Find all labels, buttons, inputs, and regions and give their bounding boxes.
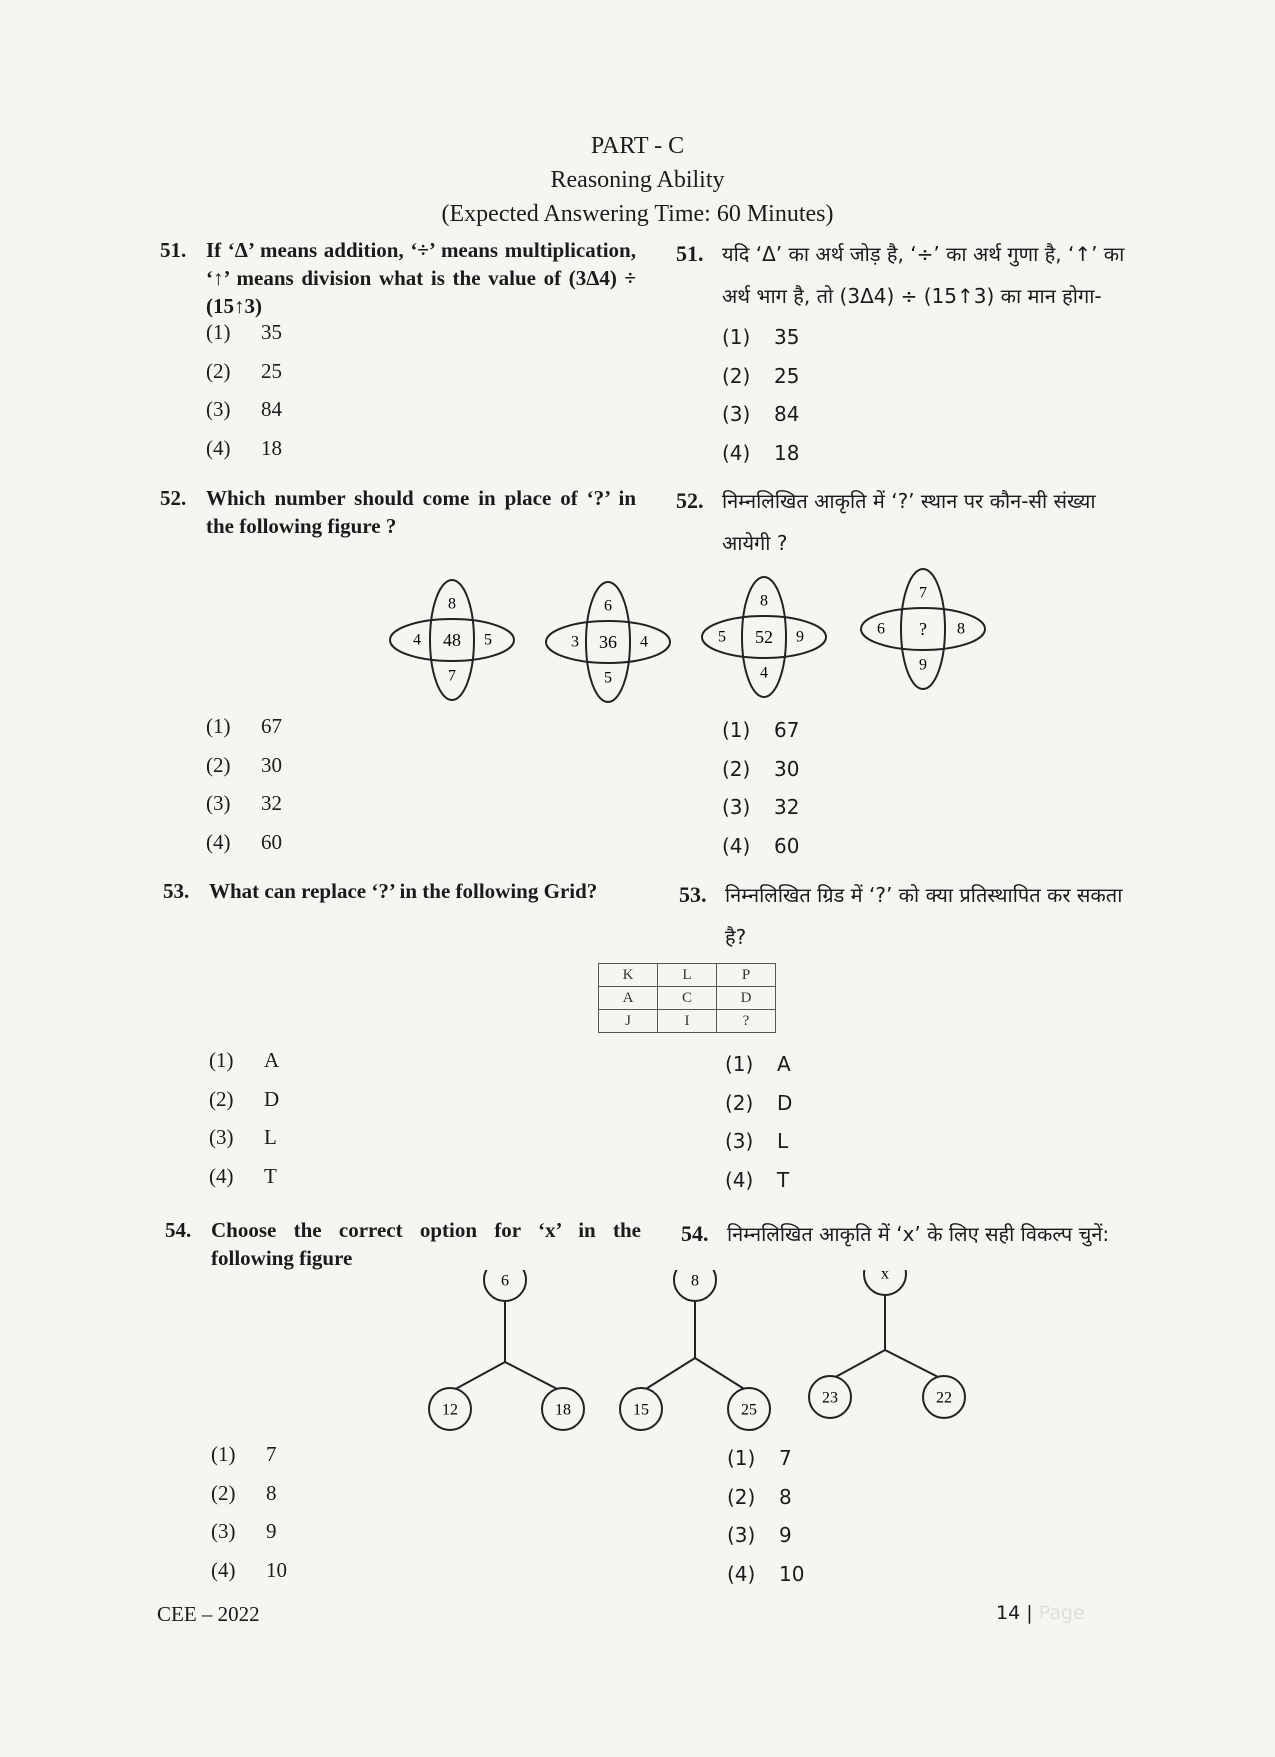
option-1[interactable]: (1) 7 xyxy=(727,1446,792,1470)
grid-cell: J xyxy=(599,1010,658,1033)
question-number: 54. xyxy=(165,1218,192,1242)
question-number: 51. xyxy=(160,238,187,262)
option-4[interactable]: (4) 10 xyxy=(727,1561,805,1586)
question-52-options-en xyxy=(206,714,282,869)
option-2[interactable]: (2) 30 xyxy=(206,752,282,777)
bottom-number: 4 xyxy=(760,664,768,682)
left-number: 5 xyxy=(718,628,726,646)
option-3[interactable]: (3) 9 xyxy=(211,1519,277,1544)
grid-cell: P xyxy=(717,964,776,987)
right-number: 22 xyxy=(936,1389,952,1407)
question-text: निम्नलिखित आकृति में ‘?’ स्थान पर कौन-सी संख्या आयेगी ? xyxy=(722,489,1096,555)
right-number: 18 xyxy=(555,1401,571,1419)
question-text: निम्नलिखित आकृति में ‘x’ के लिए सही विकल्प चुनें: xyxy=(727,1222,1110,1246)
question-54-options-hi xyxy=(727,1446,804,1600)
grid-row xyxy=(599,987,776,1010)
top-number: 6 xyxy=(604,597,612,615)
option-1[interactable]: (1) 7 xyxy=(211,1442,277,1466)
option-2[interactable]: (2) D xyxy=(725,1090,793,1115)
center-number: 36 xyxy=(599,632,617,652)
option-1[interactable]: (1) A xyxy=(209,1048,280,1072)
figure-54-tree-2 xyxy=(620,1270,770,1430)
question-52-en xyxy=(160,484,636,540)
grid-row xyxy=(599,1010,776,1033)
part-title: PART - C xyxy=(590,133,685,159)
page-separator: | xyxy=(1026,1602,1033,1624)
option-3[interactable]: (3) L xyxy=(725,1129,789,1153)
expected-time: (Expected Answering Time: 60 Minutes) xyxy=(441,201,834,227)
option-3[interactable]: (3) 32 xyxy=(206,791,282,816)
option-3[interactable]: (3) 84 xyxy=(722,402,800,426)
option-4[interactable]: (4) 60 xyxy=(206,830,282,855)
right-number: 8 xyxy=(957,620,965,638)
grid-cell: A xyxy=(599,987,658,1010)
section-title: Reasoning Ability xyxy=(550,167,725,193)
question-number: 52. xyxy=(160,486,187,510)
left-number: 4 xyxy=(413,631,421,649)
question-53-options-en xyxy=(209,1048,279,1203)
grid-cell: I xyxy=(658,1010,717,1033)
question-54-en xyxy=(165,1216,641,1272)
option-4[interactable]: (4) T xyxy=(209,1164,277,1189)
option-4[interactable]: (4) 18 xyxy=(722,440,800,465)
figure-54-tree-3 xyxy=(809,1270,965,1418)
grid-cell: K xyxy=(599,964,658,987)
option-1[interactable]: (1) 67 xyxy=(722,718,800,742)
top-number: 8 xyxy=(760,592,768,610)
left-number: 3 xyxy=(571,633,579,651)
figure-52-unit-2 xyxy=(546,582,670,702)
question-number: 53. xyxy=(679,882,707,907)
question-text: यदि ‘Δ’ का अर्थ जोड़ है, ‘÷’ का अर्थ गुणा है, ‘↑’ का अर्थ भाग है, तो (3Δ4) ÷ (15↑3) का मान होगा- xyxy=(722,242,1125,308)
question-52-options-hi xyxy=(722,718,799,872)
left-number: 23 xyxy=(822,1389,838,1407)
right-number: 9 xyxy=(796,628,804,646)
bottom-number: 7 xyxy=(448,667,456,685)
top-number: 8 xyxy=(448,595,456,613)
grid-cell: C xyxy=(658,987,717,1010)
left-number: 6 xyxy=(877,620,885,638)
right-number: 25 xyxy=(741,1401,757,1419)
option-4[interactable]: (4) 10 xyxy=(211,1558,287,1583)
question-51-options-hi xyxy=(722,325,799,479)
option-2[interactable]: (2) 25 xyxy=(722,363,800,388)
question-53-options-hi xyxy=(725,1052,792,1206)
top-number: 7 xyxy=(919,584,927,602)
option-2[interactable]: (2) 8 xyxy=(727,1484,792,1509)
option-4[interactable]: (4) 18 xyxy=(206,436,282,461)
question-51-en xyxy=(160,236,636,320)
bottom-number: 5 xyxy=(604,669,612,687)
figure-52-unit-3 xyxy=(702,577,826,697)
page-word: Page xyxy=(1038,1602,1085,1624)
option-1[interactable]: (1) 35 xyxy=(722,325,800,349)
center-number: ? xyxy=(919,619,927,639)
question-text: Which number should come in place of ‘?’ in the following figure ? xyxy=(206,486,636,538)
center-number: 48 xyxy=(443,630,461,650)
figure-52-unit-1 xyxy=(390,580,514,700)
option-1[interactable]: (1) 35 xyxy=(206,320,282,344)
option-1[interactable]: (1) 67 xyxy=(206,714,282,738)
right-number: 4 xyxy=(640,633,648,651)
option-3[interactable]: (3) 9 xyxy=(727,1523,792,1547)
option-2[interactable]: (2) 30 xyxy=(722,756,800,781)
center-number: 52 xyxy=(755,627,773,647)
option-1[interactable]: (1) A xyxy=(725,1052,791,1076)
left-number: 12 xyxy=(442,1401,458,1419)
option-3[interactable]: (3) L xyxy=(209,1125,277,1150)
figure-52-cross-ellipses xyxy=(380,565,1000,715)
figure-52-unit-4 xyxy=(861,569,985,689)
question-51-options-en xyxy=(206,320,282,475)
question-54-options-en xyxy=(211,1442,287,1597)
question-number: 52. xyxy=(676,488,704,513)
grid-row xyxy=(599,964,776,987)
option-4[interactable]: (4) T xyxy=(725,1167,790,1192)
option-2[interactable]: (2) 8 xyxy=(211,1480,277,1505)
top-number: x xyxy=(881,1270,889,1283)
page-number-value: 14 xyxy=(996,1602,1021,1624)
question-text: निम्नलिखित ग्रिड में ‘?’ को क्या प्रतिस्थापित कर सकता है? xyxy=(725,883,1123,949)
option-2[interactable]: (2) D xyxy=(209,1086,280,1111)
question-text: If ‘Δ’ means addition, ‘÷’ means multiplication, ‘↑’ means division what is the value of (3Δ4) ÷ (15↑3) xyxy=(206,238,636,318)
top-number: 8 xyxy=(691,1272,699,1290)
question-number: 53. xyxy=(163,879,190,903)
grid-cell: D xyxy=(717,987,776,1010)
right-number: 5 xyxy=(484,631,492,649)
question-53-hi xyxy=(679,874,1149,958)
option-4[interactable]: (4) 60 xyxy=(722,833,800,858)
top-number: 6 xyxy=(501,1272,509,1290)
question-text: Choose the correct option for ‘x’ in the following figure xyxy=(211,1218,641,1270)
option-3[interactable]: (3) 32 xyxy=(722,795,800,819)
figure-54-trees xyxy=(415,1270,985,1440)
bottom-number: 9 xyxy=(919,656,927,674)
grid-cell: ? xyxy=(717,1010,776,1033)
question-number: 54. xyxy=(681,1221,709,1246)
question-54-hi xyxy=(681,1213,1151,1255)
question-text: What can replace ‘?’ in the following Grid? xyxy=(209,879,598,903)
option-3[interactable]: (3) 84 xyxy=(206,397,282,422)
question-51-hi xyxy=(676,233,1146,323)
left-number: 15 xyxy=(633,1401,649,1419)
option-2[interactable]: (2) 25 xyxy=(206,358,282,383)
figure-54-tree-1 xyxy=(429,1270,584,1430)
grid-53 xyxy=(598,963,776,1033)
grid-cell: L xyxy=(658,964,717,987)
question-53-en xyxy=(163,877,639,933)
page-number xyxy=(996,1602,1085,1624)
exam-code: CEE – 2022 xyxy=(157,1602,260,1626)
question-52-hi xyxy=(676,480,1146,564)
question-number: 51. xyxy=(676,241,704,266)
